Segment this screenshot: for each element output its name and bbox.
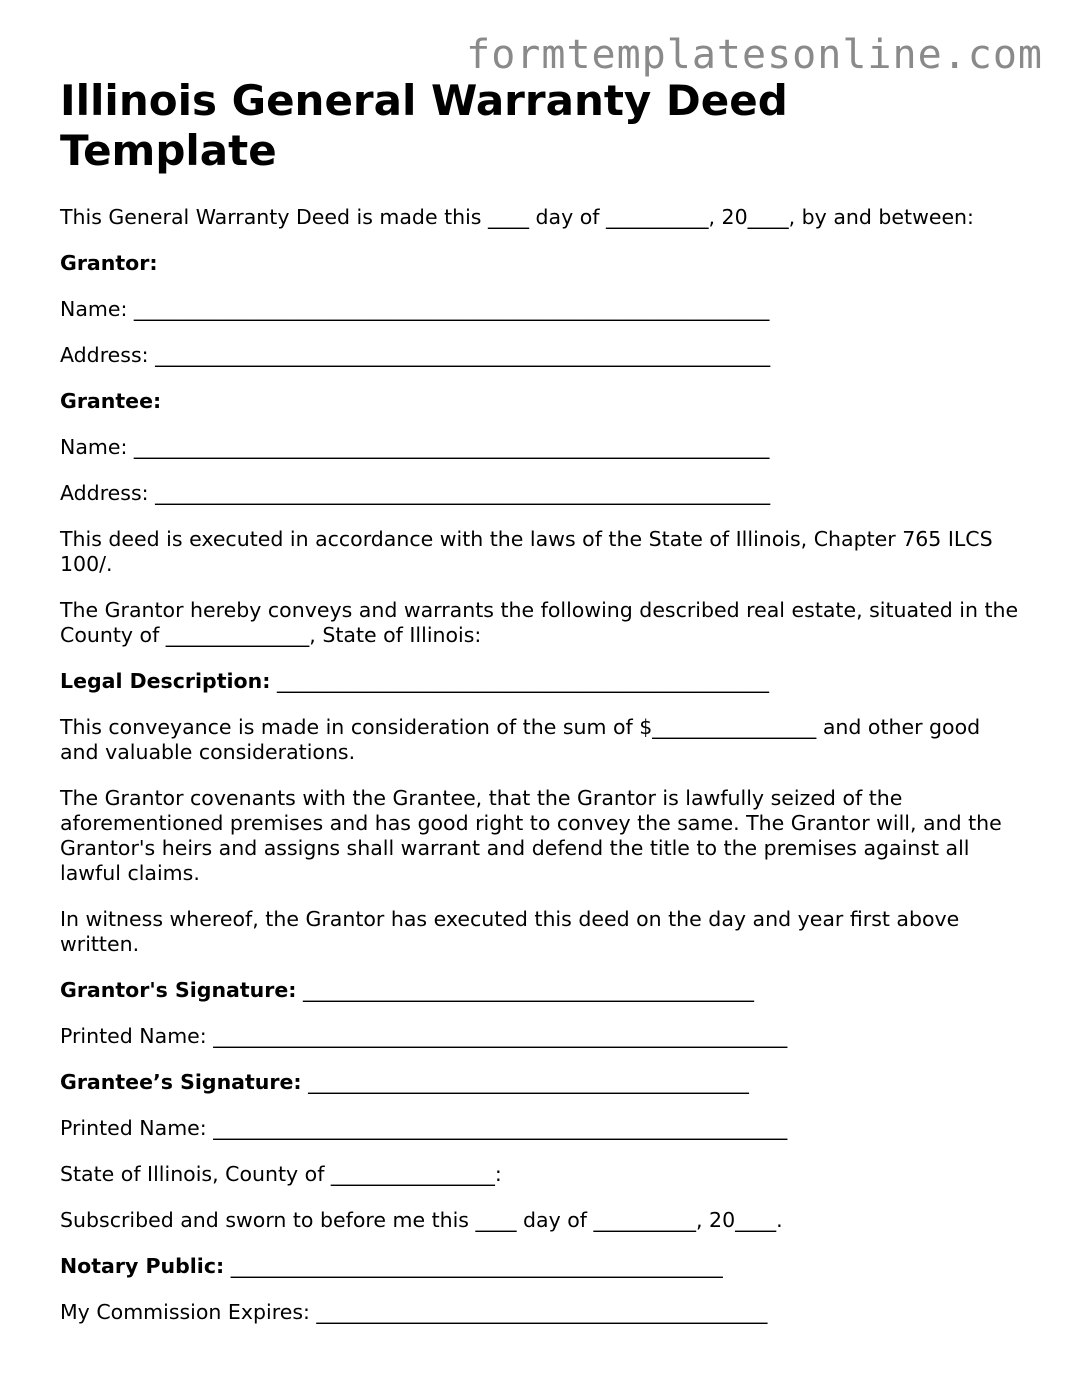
grantee-signature-line: ___________________________________________ <box>301 1070 749 1094</box>
legal-description-field <box>60 669 1020 694</box>
subscribed-paragraph: Subscribed and sworn to before me this ____ day of __________, 20____. <box>60 1208 783 1232</box>
grantor-signature-field <box>60 978 1020 1003</box>
notary-public-field <box>60 1254 1020 1279</box>
grantor-signature-label: Grantor's Signature: <box>60 978 297 1002</box>
notary-public-label: Notary Public: <box>60 1254 225 1278</box>
grantee-signature-label: Grantee’s Signature: <box>60 1070 302 1094</box>
document-body <box>60 205 1025 1346</box>
legal-description-line: ________________________________________________ <box>270 669 769 693</box>
legal-description-label: Legal Description: <box>60 669 271 693</box>
grantor-heading: Grantor: <box>60 251 158 275</box>
grantor-name-field: Name: ______________________________________________________________ <box>60 297 770 321</box>
grantee-printed-name-field: Printed Name: ________________________________________________________ <box>60 1116 788 1140</box>
covenants-paragraph: The Grantor covenants with the Grantee, that the Grantor is lawfully seized of the aforementioned premises and has good right to convey the same. The Grantor will, and the Grantor's heirs and assigns shall warrant and defend the title to the premises against all lawful claims. <box>60 786 1009 885</box>
state-county-field: State of Illinois, County of ________________: <box>60 1162 502 1186</box>
commission-expires-field: My Commission Expires: ____________________________________________ <box>60 1300 768 1324</box>
grantee-address-field: Address: ____________________________________________________________ <box>60 481 771 505</box>
intro-paragraph: This General Warranty Deed is made this ____ day of __________, 20____, by and between: <box>60 205 974 229</box>
notary-public-line: ________________________________________________ <box>224 1254 723 1278</box>
grantor-address-field: Address: ____________________________________________________________ <box>60 343 771 367</box>
laws-paragraph: This deed is executed in accordance with the laws of the State of Illinois, Chapter 765 ILCS 100/. <box>60 527 1000 576</box>
grantee-name-field: Name: ______________________________________________________________ <box>60 435 770 459</box>
grantee-heading: Grantee: <box>60 389 162 413</box>
grantor-signature-line: ____________________________________________ <box>296 978 755 1002</box>
witness-paragraph: In witness whereof, the Grantor has executed this deed on the day and year first above written. <box>60 907 966 956</box>
conveys-paragraph: The Grantor hereby conveys and warrants the following described real estate, situated in the County of ______________, State of Illinois: <box>60 598 1025 647</box>
consideration-paragraph: This conveyance is made in consideration of the sum of $________________ and other good and valuable considerations. <box>60 715 987 764</box>
grantor-printed-name-field: Printed Name: ________________________________________________________ <box>60 1024 788 1048</box>
document-title: Illinois General Warranty Deed Template <box>60 76 788 175</box>
watermark: formtemplatesonline.com <box>466 32 1043 78</box>
grantee-signature-field <box>60 1070 1020 1095</box>
